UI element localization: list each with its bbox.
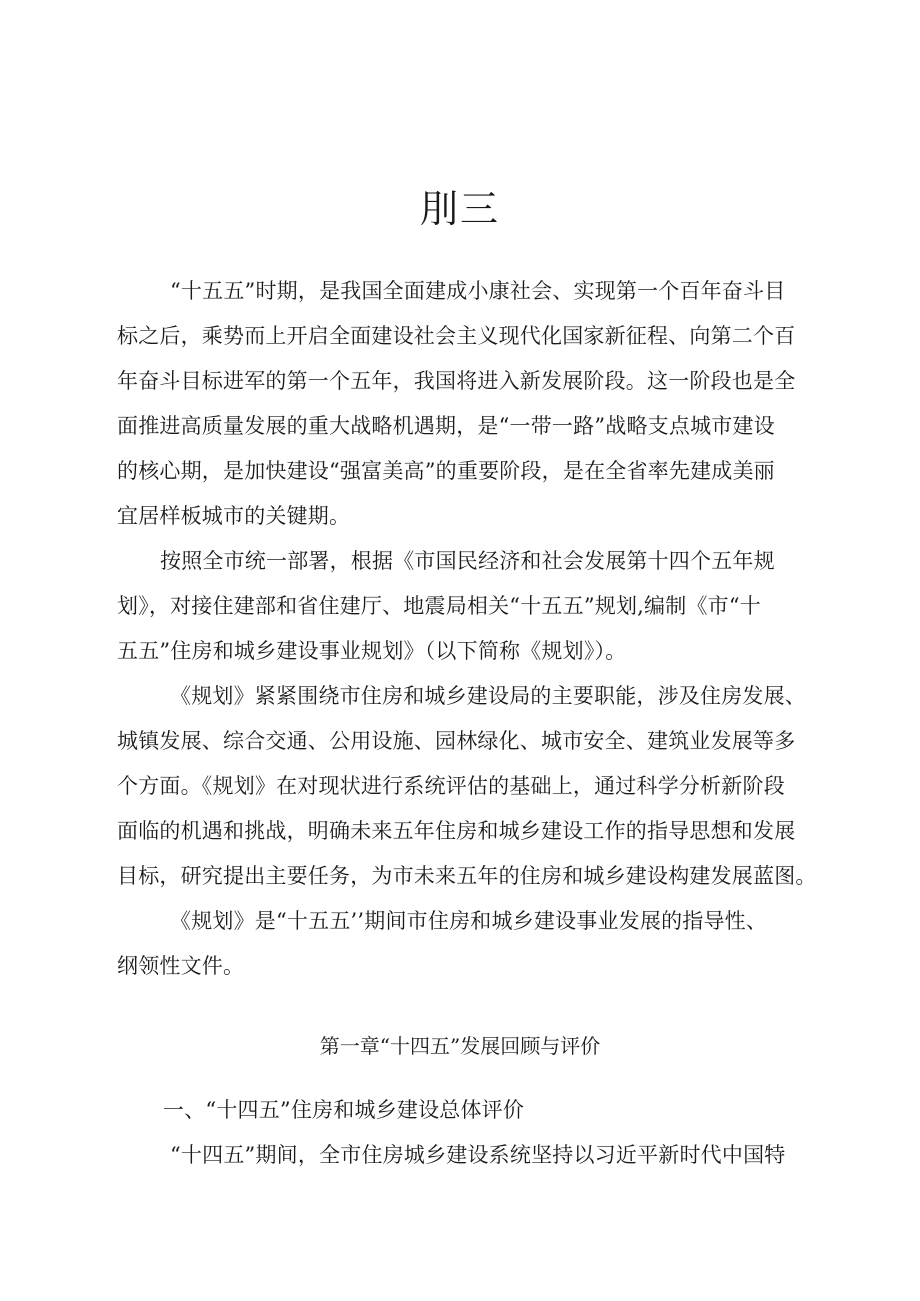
paragraph-line: “十五五”时期，是我国全面建成小康社会、实现第一个百年奋斗目 [170, 279, 786, 303]
paragraph-line: 面临的机遇和挑战，明确未来五年住房和城乡建设工作的指导思想和发展 [117, 819, 796, 843]
paragraph-line: “十四五”期间，全市住房城乡建设系统坚持以习近平新时代中国特 [170, 1143, 786, 1167]
paragraph-line: 划》，对接住建部和省住建厅、地震局相关“十五五”规划,编制《市“十 [117, 594, 761, 618]
paragraph-line: 目标，研究提出主要任务，为市未来五年的住房和城乡建设构建发展蓝图。 [117, 864, 817, 888]
page-title: 刖三 [419, 187, 500, 231]
paragraph-line: 五五”住房和城乡建设事业规划》（以下简称《规划》）。 [117, 639, 627, 663]
paragraph-line: 面推进高质量发展的重大战略机遇期，是“一带一路”战略支点城市建设 [117, 414, 775, 438]
paragraph-line: 《规划》是“十五五’’期间市住房和城乡建设事业发展的指导性、 [170, 909, 768, 933]
paragraph-line: 《规划》紧紧围绕市住房和城乡建设局的主要职能，涉及住房发展、 [170, 684, 806, 708]
paragraph-line: 个方面。《规划》在对现状进行系统评估的基础上，通过科学分析新阶段 [117, 774, 785, 798]
paragraph-line: 城镇发展、综合交通、公用设施、园林绿化、城市安全、建筑业发展等多 [117, 729, 796, 753]
paragraph-line: 宜居样板城市的关键期。 [117, 504, 351, 528]
paragraph-line: 纲领性文件。 [117, 954, 245, 978]
paragraph-line: 的核心期，是加快建设“强富美高”的重要阶段，是在全省率先建成美丽 [117, 459, 775, 483]
chapter-heading: 第一章“十四五”发展回顾与评价 [319, 1034, 601, 1058]
paragraph-line: 按照全市统一部署，根据《市国民经济和社会发展第十四个五年规 [160, 549, 775, 573]
paragraph-line: 年奋斗目标进军的第一个五年，我国将进入新发展阶段。这一阶段也是全 [117, 369, 796, 393]
paragraph-line: 标之后，乘势而上开启全面建设社会主义现代化国家新征程、向第二个百 [117, 324, 796, 348]
section-heading: 一、“十四五”住房和城乡建设总体评价 [163, 1098, 525, 1122]
